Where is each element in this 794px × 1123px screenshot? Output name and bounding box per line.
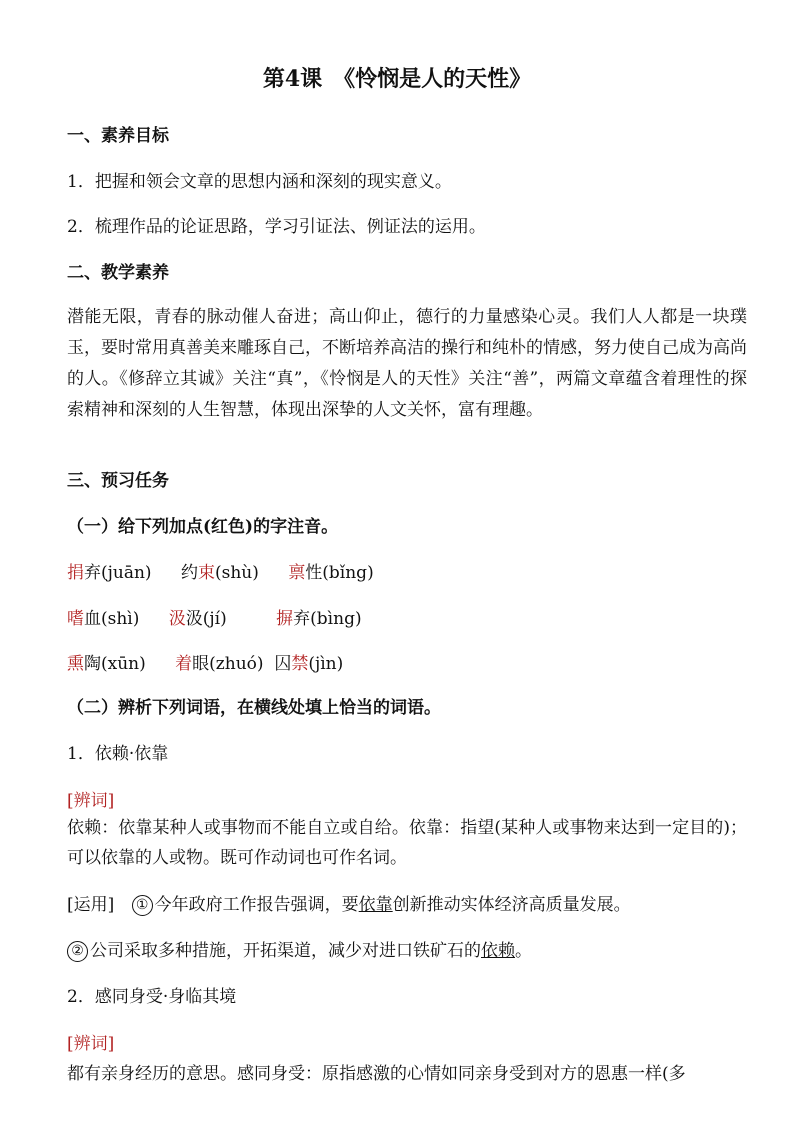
literacy-paragraph: 潜能无限，青春的脉动催人奋进；高山仰止，德行的力量感染心灵。我们人人都是一块璞玉，要时常用真善美来雕琢自己，不断培养高洁的操行和纯朴的情感，努力使自己成为高尚的人。《修辞立其诚》关注“真”，《怜悯是人的天性》关注“善”，两篇文章蕴含着理性的探索精神和深刻的人生智慧，体现出深挚的人文关怀，富有理趣。 — [67, 307, 747, 420]
pinyin-row-3 — [67, 653, 343, 675]
pinyin-item: 捐弃(juān) — [67, 563, 152, 583]
page-title: 第4课 《怜悯是人的天性》 — [262, 66, 532, 92]
fill-answer-2: 依赖 — [481, 941, 515, 961]
yunyong-label: [运用] — [67, 895, 115, 915]
pinyin-item: 着眼(zhuó) — [175, 654, 264, 674]
fill-answer-1: 依靠 — [358, 895, 393, 915]
bianci-label-1: [辨词] — [67, 791, 115, 811]
pinyin-item: 熏陶(xūn) — [67, 654, 146, 674]
pinyin-item: 约束(shù) — [180, 563, 259, 583]
pinyin-item: 汲汲(jí) — [168, 609, 227, 629]
circled-number-1: ① — [132, 895, 153, 916]
section-heading-goals: 一、素养目标 — [67, 126, 169, 146]
pinyin-row-2 — [67, 608, 362, 630]
word-pair-1-heading: 1．依赖·依靠 — [67, 744, 169, 764]
bianci-label-2: [辨词] — [67, 1034, 115, 1054]
pinyin-item: 囚禁(jìn) — [274, 654, 344, 674]
pinyin-row-1 — [67, 562, 374, 584]
pinyin-item: 禀性(bǐng) — [288, 563, 374, 583]
pinyin-item: 嗜血(shì) — [67, 609, 140, 629]
section-heading-literacy: 二、教学素养 — [67, 263, 169, 283]
subsection-pinyin: （一）给下列加点(红色)的字注音。 — [67, 517, 339, 537]
goal-item-2: 2．梳理作品的论证思路，学习引证法、例证法的运用。 — [67, 217, 486, 237]
circled-number-2: ② — [67, 941, 88, 962]
usage-example-1: [运用] ① 今年政府工作报告强调，要依靠创新推动实体经济高质量发展。 — [67, 895, 631, 915]
word-pair-1-explanation: 依赖：依靠某种人或事物而不能自立或自给。依靠：指望(某种人或事物来达到一定目的)；可以依靠的人或物。既可作动词也可作名词。 — [67, 818, 747, 868]
usage-example-2: ② 公司采取多种措施，开拓渠道，减少对进口铁矿石的依赖。 — [67, 940, 532, 962]
subsection-word-analysis: （二）辨析下列词语，在横线处填上恰当的词语。 — [67, 698, 441, 718]
goal-item-1: 1．把握和领会文章的思想内涵和深刻的现实意义。 — [67, 172, 452, 192]
pinyin-item: 摒弃(bìng) — [276, 609, 362, 629]
section-heading-preview: 三、预习任务 — [67, 471, 169, 491]
word-pair-2-explanation: 都有亲身经历的意思。感同身受：原指感激的心情如同亲身受到对方的恩惠一样(多 — [67, 1064, 686, 1084]
word-pair-2-heading: 2．感同身受·身临其境 — [67, 987, 237, 1007]
